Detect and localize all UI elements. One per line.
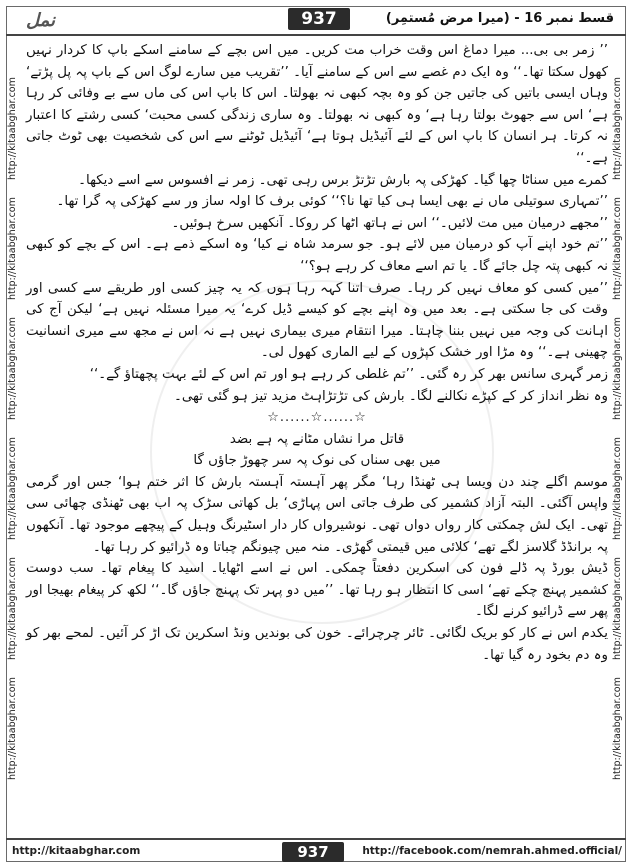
side-link[interactable]: http://kitaabghar.com — [7, 557, 18, 660]
side-link[interactable]: http://kitaabghar.com — [7, 677, 18, 780]
section-separator: ☆......☆......☆ — [267, 410, 367, 426]
paragraph: ’’ زمر بی بی... میرا دماغ اس وقت خراب مت کریں۔ میں اس بچے کے سامنے اسکے باپ کا کردار نہیں کھول سکتا تھا۔‘‘ وہ ایک دم غصے سے اس کے سامنے آیا۔ ’’تقریب میں سارے لوگ اس کے باپ پہ پل پڑتے‘ وہاں ایسی باتیں کی جاتیں جن کو وہ بچہ کبھی نہ بھولتا۔ اس کا باپ اس کی ماں سے بے وفائی کر رہا ہے‘ اس سے جھوٹ بولتا رہا ہے‘ وہ کبھی نہ بھولتا۔ وہ ساری زندگی کسی محبت‘ کسی رشتے کا اعتبار نہ کرتا۔ ہر انسان کا باپ اس کے لئے آئیڈیل ہوتا ہے‘ آئیڈیل ٹوٹنے سے اس کی شخصیت بھی ٹوٹ جاتی ہے۔‘‘ — [26, 43, 608, 166]
left-side-watermark-links — [7, 70, 21, 810]
page-header — [6, 6, 626, 34]
footer-website-link[interactable]: http://kitaabghar.com — [12, 845, 141, 857]
side-link[interactable]: http://kitaabghar.com — [612, 557, 623, 660]
side-link[interactable]: http://kitaabghar.com — [7, 317, 18, 420]
paragraph: موسم اگلے چند دن ویسا ہی ٹھنڈا رہا‘ مگر پھر آہستہ آہستہ بارش کا اثر ختم ہوا‘ جس اور گرمی واپس آگئی۔ البتہ آزاد کشمیر کی طرف جاتی اس پہاڑی‘ بل کھاتی سڑک پہ اب بھی ٹھنڈی چھائی سی تھی۔ ایک لش چمکتی کار رواں دواں تھی۔ نوشیرواں کار دار اسٹیرنگ وہیل کے پیچھے موجود تھا۔ آنکھوں پہ برانڈڈ گلاسز لگے تھے‘ کلائی میں قیمتی گھڑی۔ منہ میں چیونگم چباتا وہ ڈرائیو کر رہا تھا۔ — [26, 474, 608, 555]
paragraph: ’’تمہاری سوتیلی ماں نے بھی ایسا ہی کیا تھا نا؟‘‘ کوئی برف کا اولہ ساز ور سے کھڑکی پہ گرا تھا۔ — [56, 194, 608, 210]
side-link[interactable]: http://kitaabghar.com — [7, 197, 18, 300]
side-link[interactable]: http://kitaabghar.com — [612, 317, 623, 420]
side-link[interactable]: http://kitaabghar.com — [7, 437, 18, 540]
footer-facebook-link[interactable]: http://facebook.com/nemrah.ahmed.official/ — [362, 845, 622, 857]
right-side-watermark-links — [612, 70, 626, 810]
paragraph: زمر گہری سانس بھر کر رہ گئی۔ ’’تم غلطی کر رہے ہو اور تم اس کے لئے بہت پچھتاؤ گے۔‘‘ — [89, 366, 608, 382]
episode-title: قسط نمبر 16 - (میرا مرض مُستمِر) — [385, 11, 614, 26]
side-link[interactable]: http://kitaabghar.com — [7, 77, 18, 180]
magazine-logo: نمل — [26, 10, 56, 31]
side-link[interactable]: http://kitaabghar.com — [612, 197, 623, 300]
paragraph: وہ نظر انداز کر کے کپڑے نکالنے لگا۔ بارش کی تڑتڑاہٹ مزید تیز ہو گئی تھی۔ — [174, 388, 608, 404]
footer-divider — [6, 838, 626, 840]
verse-line: میں بھی سناں کی نوک پہ سر چھوڑ جاؤں گا — [193, 453, 441, 469]
header-divider — [6, 34, 626, 36]
paragraph: ’’میں کسی کو معاف نہیں کر رہا۔ صرف اتنا کہہ رہا ہوں کہ یہ چیز کسی اور طریقے سے کسی اور وقت کی جا سکتی ہے۔ بعد میں وہ اپنے بچے کو کیسے ڈیل کرے‘ یہ میرا مسئلہ نہیں ہے‘ لیکن آج کی اہانت کی وجہ میں نہیں بننا چاہتا۔ میرا انتقام میری بیماری نہیں ہے نہ اس نے مجھ سے میری انسانیت چھینی ہے۔‘‘ وہ مڑا اور خشک کپڑوں کے لیے الماری کھول لی۔ — [26, 280, 608, 361]
side-link[interactable]: http://kitaabghar.com — [612, 437, 623, 540]
novel-body — [26, 40, 608, 666]
side-link[interactable]: http://kitaabghar.com — [612, 677, 623, 780]
footer-page-number: 937 — [282, 842, 344, 862]
paragraph: یکدم اس نے کار کو بریک لگائی۔ ٹائر چرچرائے۔ خون کی بوندیں ونڈ اسکرین تک اڑ کر آئیں۔ لمحے بھر کو وہ دم بخود رہ گیا تھا۔ — [26, 626, 608, 663]
header-page-number: 937 — [288, 8, 350, 30]
paragraph: کمرے میں سناٹا چھا گیا۔ کھڑکی پہ بارش تڑتڑ برس رہی تھی۔ زمر نے افسوس سے اسے دیکھا۔ — [78, 172, 608, 188]
paragraph: ڈیش بورڈ پہ ڈلے فون کی اسکرین دفعتاً چمکی۔ اس نے اسے اٹھایا۔ اسید کا پیغام تھا۔ سب دوست کشمیر پہنچ چکے تھے‘ اسی کا انتظار ہو رہا تھا۔ ’’میں دو پہر تک پہنچ جاؤں گا۔‘‘ لکھ کر پیغام بھیجا اور پھر سے ڈرائیو کرنے لگا۔ — [26, 561, 608, 620]
paragraph: ’’تم خود اپنے آپ کو درمیان میں لائے ہو۔ جو سرمد شاہ نے کیا‘ وہ اسکے ذمے ہے۔ اس کے بچے کو کبھی نہ کبھی پتہ چل جائے گا۔ یا تم اسے معاف کر رہے ہو؟‘‘ — [26, 237, 608, 274]
side-link[interactable]: http://kitaabghar.com — [612, 77, 623, 180]
verse-line: قاتل مرا نشاں مٹانے پہ ہے بضد — [229, 431, 405, 447]
paragraph: ’’مجھے درمیان میں مت لائیں۔‘‘ اس نے ہاتھ اٹھا کر روکا۔ آنکھیں سرخ ہوئیں۔ — [171, 215, 608, 231]
